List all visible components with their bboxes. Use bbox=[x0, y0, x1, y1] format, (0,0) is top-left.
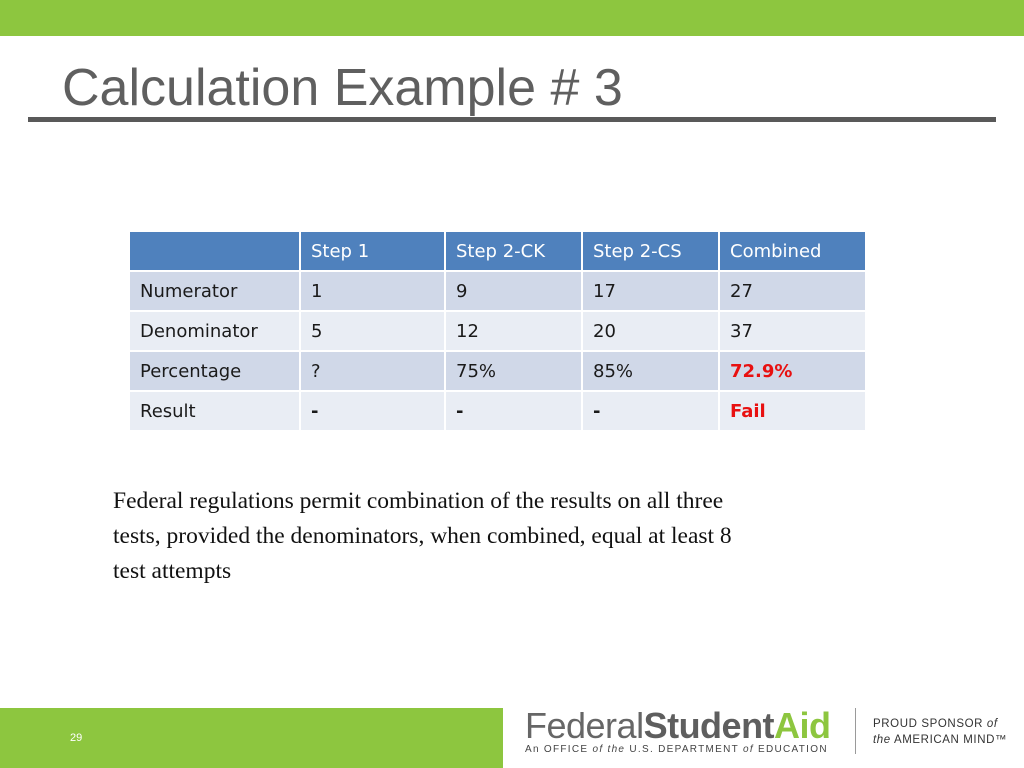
table-row-numerator bbox=[129, 271, 866, 311]
cell-combined-highlight: 72.9% bbox=[719, 351, 866, 391]
cell-step2ck: - bbox=[445, 391, 582, 431]
cell-step2ck: 12 bbox=[445, 311, 582, 351]
logo-tagline bbox=[525, 744, 828, 755]
row-label: Percentage bbox=[129, 351, 300, 391]
sponsor-line-2 bbox=[873, 732, 1007, 748]
cell-step1: - bbox=[300, 391, 445, 431]
tagline-part: An OFFICE bbox=[525, 744, 593, 755]
tagline-part: of bbox=[742, 744, 754, 755]
calculation-table bbox=[128, 230, 867, 432]
tagline-part: EDUCATION bbox=[753, 744, 828, 755]
cell-step1: 1 bbox=[300, 271, 445, 311]
explanation-text: Federal regulations permit combination of the results on all three tests, provided the denominators, when combined, equal at least 8 test attempts bbox=[113, 488, 732, 584]
tagline-part: of bbox=[592, 744, 604, 755]
top-accent-bar bbox=[0, 0, 1024, 36]
header-cell-step2cs: Step 2-CS bbox=[582, 231, 719, 271]
table-row-result bbox=[129, 391, 866, 431]
logo-divider bbox=[855, 708, 856, 754]
cell-step1: 5 bbox=[300, 311, 445, 351]
sponsor-text bbox=[873, 716, 1007, 748]
tagline-part: U.S. DEPARTMENT bbox=[625, 744, 743, 755]
table-row-percentage bbox=[129, 351, 866, 391]
cell-combined-highlight: Fail bbox=[719, 391, 866, 431]
table-header-row bbox=[129, 231, 866, 271]
header-cell-combined: Combined bbox=[719, 231, 866, 271]
row-label: Result bbox=[129, 391, 300, 431]
title-underline bbox=[28, 117, 996, 122]
sponsor-line-1 bbox=[873, 716, 1007, 732]
row-label: Numerator bbox=[129, 271, 300, 311]
logo-wordmark bbox=[525, 706, 831, 746]
cell-step2cs: 20 bbox=[582, 311, 719, 351]
sponsor-part: PROUD SPONSOR bbox=[873, 718, 987, 730]
page-number: 29 bbox=[70, 732, 83, 744]
tagline-part: the bbox=[603, 744, 626, 755]
cell-step2ck: 9 bbox=[445, 271, 582, 311]
sponsor-part: the bbox=[873, 734, 891, 746]
sponsor-part: AMERICAN MIND™ bbox=[890, 734, 1008, 746]
cell-step1: ? bbox=[300, 351, 445, 391]
header-cell-step2ck: Step 2-CK bbox=[445, 231, 582, 271]
federal-student-aid-logo bbox=[520, 706, 850, 762]
header-cell-blank bbox=[129, 231, 300, 271]
sponsor-part: of bbox=[986, 718, 998, 730]
logo-word-federal: Federal bbox=[525, 705, 644, 746]
cell-step2cs: 17 bbox=[582, 271, 719, 311]
logo-word-student: Student bbox=[643, 705, 775, 746]
cell-step2cs: - bbox=[582, 391, 719, 431]
table-row-denominator bbox=[129, 311, 866, 351]
row-label: Denominator bbox=[129, 311, 300, 351]
slide-title: Calculation Example # 3 bbox=[62, 59, 623, 117]
cell-combined: 37 bbox=[719, 311, 866, 351]
cell-combined: 27 bbox=[719, 271, 866, 311]
logo-word-aid: Aid bbox=[774, 705, 831, 746]
cell-step2ck: 75% bbox=[445, 351, 582, 391]
header-cell-step1: Step 1 bbox=[300, 231, 445, 271]
cell-step2cs: 85% bbox=[582, 351, 719, 391]
